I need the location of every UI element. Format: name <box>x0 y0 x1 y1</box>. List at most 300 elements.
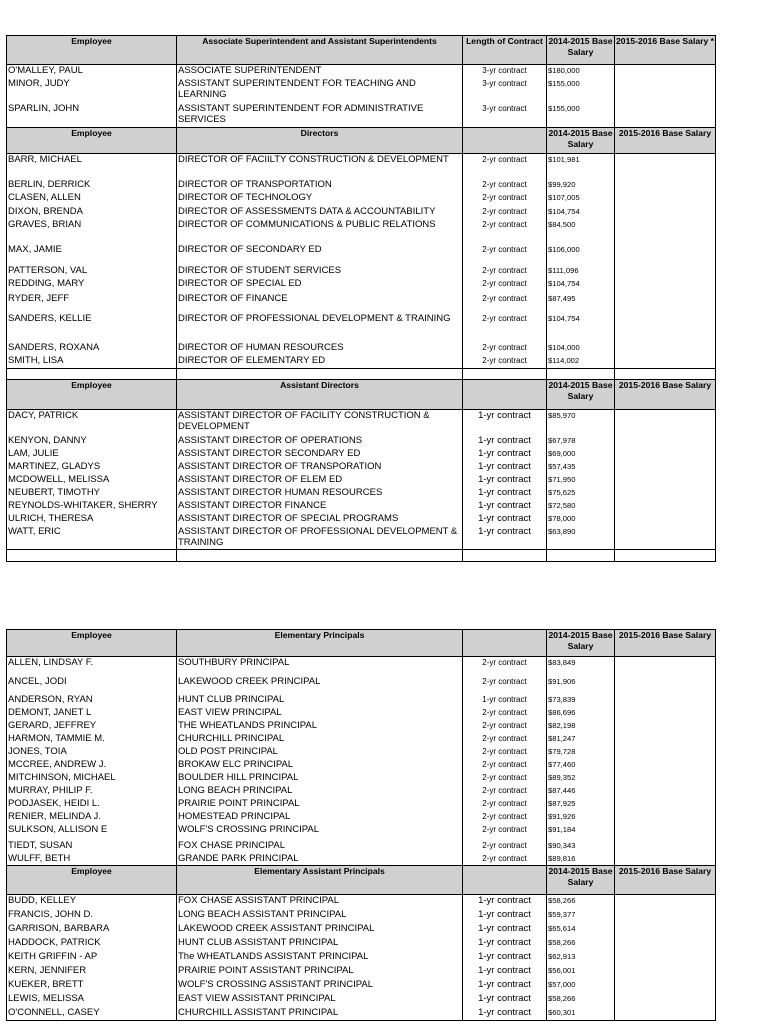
table-row <box>7 676 716 694</box>
employee-name: PATTERSON, VAL <box>7 265 177 278</box>
table-row <box>7 513 716 526</box>
salary-2014: $89,352 <box>547 772 615 785</box>
employee-name: MURRAY, PHILIP F. <box>7 785 177 798</box>
contract-length: 2-yr contract <box>463 192 547 206</box>
salary-2014-header: 2014-2015 Base Salary <box>547 630 615 657</box>
salary-2014: $104,000 <box>547 342 615 355</box>
position-title: CHURCHILL ASSISTANT PRINCIPAL <box>177 1007 463 1021</box>
employee-name: ANCEL, JODI <box>7 676 177 694</box>
position-title: CHURCHILL PRINCIPAL <box>177 733 463 746</box>
salary-2015-header: 2015-2016 Base Salary <box>615 866 716 895</box>
table-row <box>7 694 716 707</box>
length-header-empty <box>463 128 547 154</box>
salary-2014: $63,890 <box>547 526 615 550</box>
salary-2015 <box>615 993 716 1007</box>
table-row <box>7 244 716 265</box>
salary-2014: $71,950 <box>547 474 615 487</box>
table-row <box>7 179 716 192</box>
length-header-empty <box>463 630 547 657</box>
position-title: FOX CHASE PRINCIPAL <box>177 840 463 853</box>
salary-2015 <box>615 244 716 265</box>
salary-2014: $73,839 <box>547 694 615 707</box>
contract-length: 1-yr contract <box>463 979 547 993</box>
salary-2014: $83,849 <box>547 657 615 676</box>
salary-2015 <box>615 179 716 192</box>
contract-length: 1-yr contract <box>463 909 547 923</box>
salary-2014: $69,000 <box>547 448 615 461</box>
contract-length: 2-yr contract <box>463 853 547 866</box>
position-title: DIRECTOR OF ASSESSMENTS DATA & ACCOUNTABILITY <box>177 206 463 219</box>
table-row <box>7 965 716 979</box>
employee-name: SPARLIN, JOHN <box>7 103 177 128</box>
contract-length: 1-yr contract <box>463 1007 547 1021</box>
position-title: FOX CHASE ASSISTANT PRINCIPAL <box>177 895 463 909</box>
salary-2014: $104,754 <box>547 278 615 293</box>
salary-2015 <box>615 746 716 759</box>
salary-2014: $72,580 <box>547 500 615 513</box>
salary-2014: $79,728 <box>547 746 615 759</box>
table-row <box>7 293 716 313</box>
contract-length: 1-yr contract <box>463 474 547 487</box>
position-title: ASSISTANT DIRECTOR FINANCE <box>177 500 463 513</box>
length-header-empty <box>463 866 547 895</box>
salary-2014: $107,005 <box>547 192 615 206</box>
salary-2015 <box>615 657 716 676</box>
employee-name: DEMONT, JANET L <box>7 707 177 720</box>
salary-2014: $58,266 <box>547 895 615 909</box>
table-row <box>7 103 716 128</box>
contract-length: 1-yr contract <box>463 526 547 550</box>
spacer-row <box>7 369 716 380</box>
table-row <box>7 937 716 951</box>
employee-name: JONES, TOIA <box>7 746 177 759</box>
salary-2014: $104,754 <box>547 206 615 219</box>
salary-2014: $87,446 <box>547 785 615 798</box>
salary-2015 <box>615 293 716 313</box>
section-title-elementary-assistant-principals: Elementary Assistant Principals <box>177 866 463 895</box>
employee-name: RYDER, JEFF <box>7 293 177 313</box>
contract-length: 2-yr contract <box>463 785 547 798</box>
salary-2014: $89,816 <box>547 853 615 866</box>
contract-length: 1-yr contract <box>463 513 547 526</box>
salary-2014-header: 2014-2015 Base Salary <box>547 36 615 65</box>
position-title: SOUTHBURY PRINCIPAL <box>177 657 463 676</box>
employee-name: GERARD, JEFFREY <box>7 720 177 733</box>
employee-name: HARMON, TAMMIE M. <box>7 733 177 746</box>
employee-name: MAX, JAMIE <box>7 244 177 265</box>
salary-2015 <box>615 192 716 206</box>
table-row <box>7 733 716 746</box>
table-row <box>7 154 716 179</box>
employee-name: WULFF, BETH <box>7 853 177 866</box>
salary-2015 <box>615 435 716 448</box>
salary-2015 <box>615 154 716 179</box>
contract-length: 1-yr contract <box>463 448 547 461</box>
salary-2014: $104,754 <box>547 313 615 342</box>
spacer-row <box>7 550 716 562</box>
header-row-directors <box>7 128 716 154</box>
employee-name: KEITH GRIFFIN - AP <box>7 951 177 965</box>
employee-name: ULRICH, THERESA <box>7 513 177 526</box>
table-row <box>7 219 716 244</box>
length-header: Length of Contract <box>463 36 547 65</box>
salary-2014: $62,913 <box>547 951 615 965</box>
contract-length: 1-yr contract <box>463 487 547 500</box>
employee-name: MARTINEZ, GLADYS <box>7 461 177 474</box>
salary-2015 <box>615 951 716 965</box>
salary-2015 <box>615 923 716 937</box>
contract-length: 1-yr contract <box>463 500 547 513</box>
employee-name: MCDOWELL, MELISSA <box>7 474 177 487</box>
contract-length: 2-yr contract <box>463 824 547 840</box>
contract-length: 1-yr contract <box>463 410 547 435</box>
employee-name: BUDD, KELLEY <box>7 895 177 909</box>
table-row <box>7 355 716 369</box>
salary-2015 <box>615 526 716 550</box>
employee-header: Employee <box>7 36 177 65</box>
salary-2014: $58,266 <box>547 937 615 951</box>
table-row <box>7 746 716 759</box>
contract-length: 2-yr contract <box>463 676 547 694</box>
section-title-assistant-directors: Assistant Directors <box>177 380 463 410</box>
position-title: The WHEATLANDS ASSISTANT PRINCIPAL <box>177 951 463 965</box>
contract-length: 2-yr contract <box>463 811 547 824</box>
employee-name: ALLEN, LINDSAY F. <box>7 657 177 676</box>
employee-name: LEWIS, MELISSA <box>7 993 177 1007</box>
salary-2015 <box>615 676 716 694</box>
position-title: LAKEWOOD CREEK PRINCIPAL <box>177 676 463 694</box>
employee-name: DACY, PATRICK <box>7 410 177 435</box>
salary-2014: $82,198 <box>547 720 615 733</box>
salary-2015 <box>615 937 716 951</box>
position-title: DIRECTOR OF TECHNOLOGY <box>177 192 463 206</box>
table-row <box>7 811 716 824</box>
contract-length: 1-yr contract <box>463 993 547 1007</box>
salary-2015 <box>615 909 716 923</box>
salary-2015 <box>615 513 716 526</box>
table-row <box>7 342 716 355</box>
table-row <box>7 461 716 474</box>
table-row <box>7 278 716 293</box>
header-row-associate <box>7 36 716 65</box>
employee-name: PODJASEK, HEIDI L. <box>7 798 177 811</box>
salary-2014: $58,266 <box>547 993 615 1007</box>
contract-length: 2-yr contract <box>463 707 547 720</box>
salary-2015 <box>615 798 716 811</box>
salary-2014: $114,002 <box>547 355 615 369</box>
contract-length: 1-yr contract <box>463 461 547 474</box>
employee-name: GARRISON, BARBARA <box>7 923 177 937</box>
employee-name: TIEDT, SUSAN <box>7 840 177 853</box>
salary-2014-header: 2014-2015 Base Salary <box>547 866 615 895</box>
administrator-salary-table <box>6 35 716 562</box>
employee-name: KUEKER, BRETT <box>7 979 177 993</box>
table-row <box>7 993 716 1007</box>
contract-length: 1-yr contract <box>463 435 547 448</box>
salary-2014: $155,000 <box>547 103 615 128</box>
table-row <box>7 707 716 720</box>
employee-name: KERN, JENNIFER <box>7 965 177 979</box>
employee-header: Employee <box>7 866 177 895</box>
principal-salary-table <box>6 629 716 1021</box>
table-row <box>7 265 716 278</box>
salary-2014: $90,343 <box>547 840 615 853</box>
table-row <box>7 448 716 461</box>
employee-name: LAM, JULIE <box>7 448 177 461</box>
salary-2015 <box>615 448 716 461</box>
contract-length: 2-yr contract <box>463 840 547 853</box>
employee-header: Employee <box>7 380 177 410</box>
contract-length: 2-yr contract <box>463 657 547 676</box>
header-row-elementary-assistant-principals <box>7 866 716 895</box>
employee-header: Employee <box>7 630 177 657</box>
table-row <box>7 909 716 923</box>
section-title-associate: Associate Superintendent and Assistant Superintendents <box>177 36 463 65</box>
salary-2015 <box>615 965 716 979</box>
employee-name: MINOR, JUDY <box>7 78 177 103</box>
table-row <box>7 853 716 866</box>
position-title: LAKEWOOD CREEK ASSISTANT PRINCIPAL <box>177 923 463 937</box>
salary-2015 <box>615 461 716 474</box>
table-row <box>7 206 716 219</box>
table-row <box>7 785 716 798</box>
contract-length: 2-yr contract <box>463 759 547 772</box>
employee-name: CLASEN, ALLEN <box>7 192 177 206</box>
contract-length: 2-yr contract <box>463 265 547 278</box>
table-row <box>7 474 716 487</box>
salary-2014: $84,500 <box>547 219 615 244</box>
position-title: THE WHEATLANDS PRINCIPAL <box>177 720 463 733</box>
employee-name: NEUBERT, TIMOTHY <box>7 487 177 500</box>
contract-length: 2-yr contract <box>463 179 547 192</box>
salary-2015 <box>615 342 716 355</box>
table-row <box>7 487 716 500</box>
salary-2015 <box>615 219 716 244</box>
salary-2014: $57,435 <box>547 461 615 474</box>
salary-2015 <box>615 265 716 278</box>
employee-name: SULKSON, ALLISON E <box>7 824 177 840</box>
employee-name: BARR, MICHAEL <box>7 154 177 179</box>
employee-name: O'MALLEY, PAUL <box>7 65 177 78</box>
table-row <box>7 923 716 937</box>
position-title: LONG BEACH ASSISTANT PRINCIPAL <box>177 909 463 923</box>
salary-2014: $85,970 <box>547 410 615 435</box>
contract-length: 2-yr contract <box>463 355 547 369</box>
position-title: ASSISTANT SUPERINTENDENT FOR TEACHING AND LEARNING <box>177 78 463 103</box>
employee-name: O'CONNELL, CASEY <box>7 1007 177 1021</box>
salary-2015 <box>615 733 716 746</box>
salary-2015 <box>615 313 716 342</box>
table-row <box>7 65 716 78</box>
contract-length: 2-yr contract <box>463 154 547 179</box>
salary-2015 <box>615 785 716 798</box>
contract-length: 1-yr contract <box>463 951 547 965</box>
employee-name: FRANCIS, JOHN D. <box>7 909 177 923</box>
employee-name: SMITH, LISA <box>7 355 177 369</box>
table-row <box>7 410 716 435</box>
contract-length: 2-yr contract <box>463 206 547 219</box>
position-title: EAST VIEW PRINCIPAL <box>177 707 463 720</box>
salary-2015 <box>615 103 716 128</box>
position-title: DIRECTOR OF FACIILTY CONSTRUCTION & DEVELOPMENT <box>177 154 463 179</box>
header-row-elementary-principals <box>7 630 716 657</box>
salary-2014-header: 2014-2015 Base Salary <box>547 128 615 154</box>
salary-2014: $180,000 <box>547 65 615 78</box>
salary-2014: $75,625 <box>547 487 615 500</box>
salary-2015 <box>615 410 716 435</box>
contract-length: 2-yr contract <box>463 244 547 265</box>
salary-2015 <box>615 278 716 293</box>
salary-2014: $77,460 <box>547 759 615 772</box>
table-row <box>7 192 716 206</box>
contract-length: 1-yr contract <box>463 965 547 979</box>
position-title: ASSISTANT DIRECTOR SECONDARY ED <box>177 448 463 461</box>
salary-2014: $65,614 <box>547 923 615 937</box>
table-row <box>7 313 716 342</box>
contract-length: 2-yr contract <box>463 746 547 759</box>
position-title: BOULDER HILL PRINCIPAL <box>177 772 463 785</box>
employee-name: MITCHINSON, MICHAEL <box>7 772 177 785</box>
employee-name: GRAVES, BRIAN <box>7 219 177 244</box>
salary-2015 <box>615 772 716 785</box>
salary-2014: $81,247 <box>547 733 615 746</box>
table-row <box>7 824 716 840</box>
contract-length: 2-yr contract <box>463 720 547 733</box>
contract-length: 1-yr contract <box>463 895 547 909</box>
salary-2014: $91,184 <box>547 824 615 840</box>
employee-name: WATT, ERIC <box>7 526 177 550</box>
position-title: ASSISTANT DIRECTOR OF FACILITY CONSTRUCTION & DEVELOPMENT <box>177 410 463 435</box>
employee-header: Employee <box>7 128 177 154</box>
position-title: PRAIRIE POINT ASSISTANT PRINCIPAL <box>177 965 463 979</box>
salary-2015 <box>615 694 716 707</box>
employee-name: KENYON, DANNY <box>7 435 177 448</box>
position-title: DIRECTOR OF STUDENT SERVICES <box>177 265 463 278</box>
salary-2014: $106,000 <box>547 244 615 265</box>
employee-name: MCCREE, ANDREW J. <box>7 759 177 772</box>
length-header-empty <box>463 380 547 410</box>
salary-2015 <box>615 720 716 733</box>
table-row <box>7 759 716 772</box>
position-title: ASSOCIATE SUPERINTENDENT <box>177 65 463 78</box>
position-title: DIRECTOR OF FINANCE <box>177 293 463 313</box>
salary-2015 <box>615 355 716 369</box>
table-row <box>7 500 716 513</box>
section-title-elementary-principals: Elementary Principals <box>177 630 463 657</box>
contract-length: 2-yr contract <box>463 772 547 785</box>
salary-2014: $78,000 <box>547 513 615 526</box>
position-title: WOLF'S CROSSING ASSISTANT PRINCIPAL <box>177 979 463 993</box>
position-title: ASSISTANT DIRECTOR HUMAN RESOURCES <box>177 487 463 500</box>
position-title: HUNT CLUB PRINCIPAL <box>177 694 463 707</box>
contract-length: 2-yr contract <box>463 798 547 811</box>
table-row <box>7 840 716 853</box>
position-title: BROKAW ELC PRINCIPAL <box>177 759 463 772</box>
table-row <box>7 657 716 676</box>
employee-name: SANDERS, KELLIE <box>7 313 177 342</box>
salary-2015-header: 2015-2016 Base Salary <box>615 380 716 410</box>
salary-2015 <box>615 979 716 993</box>
salary-2015 <box>615 840 716 853</box>
salary-2015 <box>615 78 716 103</box>
salary-2014-header: 2014-2015 Base Salary <box>547 380 615 410</box>
salary-2014: $91,926 <box>547 811 615 824</box>
salary-2015 <box>615 853 716 866</box>
contract-length: 2-yr contract <box>463 293 547 313</box>
employee-name: ANDERSON, RYAN <box>7 694 177 707</box>
position-title: ASSISTANT DIRECTOR OF PROFESSIONAL DEVELOPMENT & TRAINING <box>177 526 463 550</box>
salary-2015 <box>615 824 716 840</box>
table-row <box>7 895 716 909</box>
salary-2015-header: 2015-2016 Base Salary * <box>615 36 716 65</box>
salary-2015 <box>615 206 716 219</box>
contract-length: 3-yr contract <box>463 78 547 103</box>
salary-2014: $91,906 <box>547 676 615 694</box>
salary-2014: $86,696 <box>547 707 615 720</box>
employee-name: RENIER, MELINDA J. <box>7 811 177 824</box>
position-title: ASSISTANT DIRECTOR OF OPERATIONS <box>177 435 463 448</box>
contract-length: 1-yr contract <box>463 937 547 951</box>
salary-2014: $57,000 <box>547 979 615 993</box>
salary-2014: $87,495 <box>547 293 615 313</box>
header-row-assistant-directors <box>7 380 716 410</box>
salary-2014: $155,000 <box>547 78 615 103</box>
contract-length: 2-yr contract <box>463 733 547 746</box>
table-row <box>7 435 716 448</box>
position-title: PRAIRIE POINT PRINCIPAL <box>177 798 463 811</box>
salary-2014: $101,981 <box>547 154 615 179</box>
contract-length: 1-yr contract <box>463 923 547 937</box>
salary-2015 <box>615 895 716 909</box>
salary-2014: $87,925 <box>547 798 615 811</box>
table-row <box>7 720 716 733</box>
position-title: ASSISTANT DIRECTOR OF TRANSPORATION <box>177 461 463 474</box>
salary-2015 <box>615 487 716 500</box>
salary-2015 <box>615 811 716 824</box>
position-title: LONG BEACH PRINCIPAL <box>177 785 463 798</box>
salary-2015-header: 2015-2016 Base Salary <box>615 630 716 657</box>
employee-name: BERLIN, DERRICK <box>7 179 177 192</box>
employee-name: DIXON, BRENDA <box>7 206 177 219</box>
salary-2015 <box>615 65 716 78</box>
salary-2015 <box>615 759 716 772</box>
table-row <box>7 798 716 811</box>
contract-length: 3-yr contract <box>463 103 547 128</box>
salary-2015-header: 2015-2016 Base Salary <box>615 128 716 154</box>
position-title: HOMESTEAD PRINCIPAL <box>177 811 463 824</box>
contract-length: 2-yr contract <box>463 278 547 293</box>
employee-name: SANDERS, ROXANA <box>7 342 177 355</box>
employee-name: REDDING, MARY <box>7 278 177 293</box>
salary-2015 <box>615 1007 716 1021</box>
table-row <box>7 772 716 785</box>
salary-2014: $67,978 <box>547 435 615 448</box>
position-title: DIRECTOR OF TRANSPORTATION <box>177 179 463 192</box>
position-title: ASSISTANT SUPERINTENDENT FOR ADMINISTRATIVE SERVICES <box>177 103 463 128</box>
position-title: WOLF'S CROSSING PRINCIPAL <box>177 824 463 840</box>
salary-2015 <box>615 500 716 513</box>
position-title: DIRECTOR OF ELEMENTARY ED <box>177 355 463 369</box>
position-title: DIRECTOR OF SPECIAL ED <box>177 278 463 293</box>
position-title: DIRECTOR OF COMMUNICATIONS & PUBLIC RELATIONS <box>177 219 463 244</box>
contract-length: 2-yr contract <box>463 342 547 355</box>
salary-2014: $56,001 <box>547 965 615 979</box>
position-title: ASSISTANT DIRECTOR OF ELEM ED <box>177 474 463 487</box>
position-title: GRANDE PARK PRINCIPAL <box>177 853 463 866</box>
position-title: DIRECTOR OF HUMAN RESOURCES <box>177 342 463 355</box>
table-row <box>7 1007 716 1021</box>
employee-name: REYNOLDS-WHITAKER, SHERRY <box>7 500 177 513</box>
